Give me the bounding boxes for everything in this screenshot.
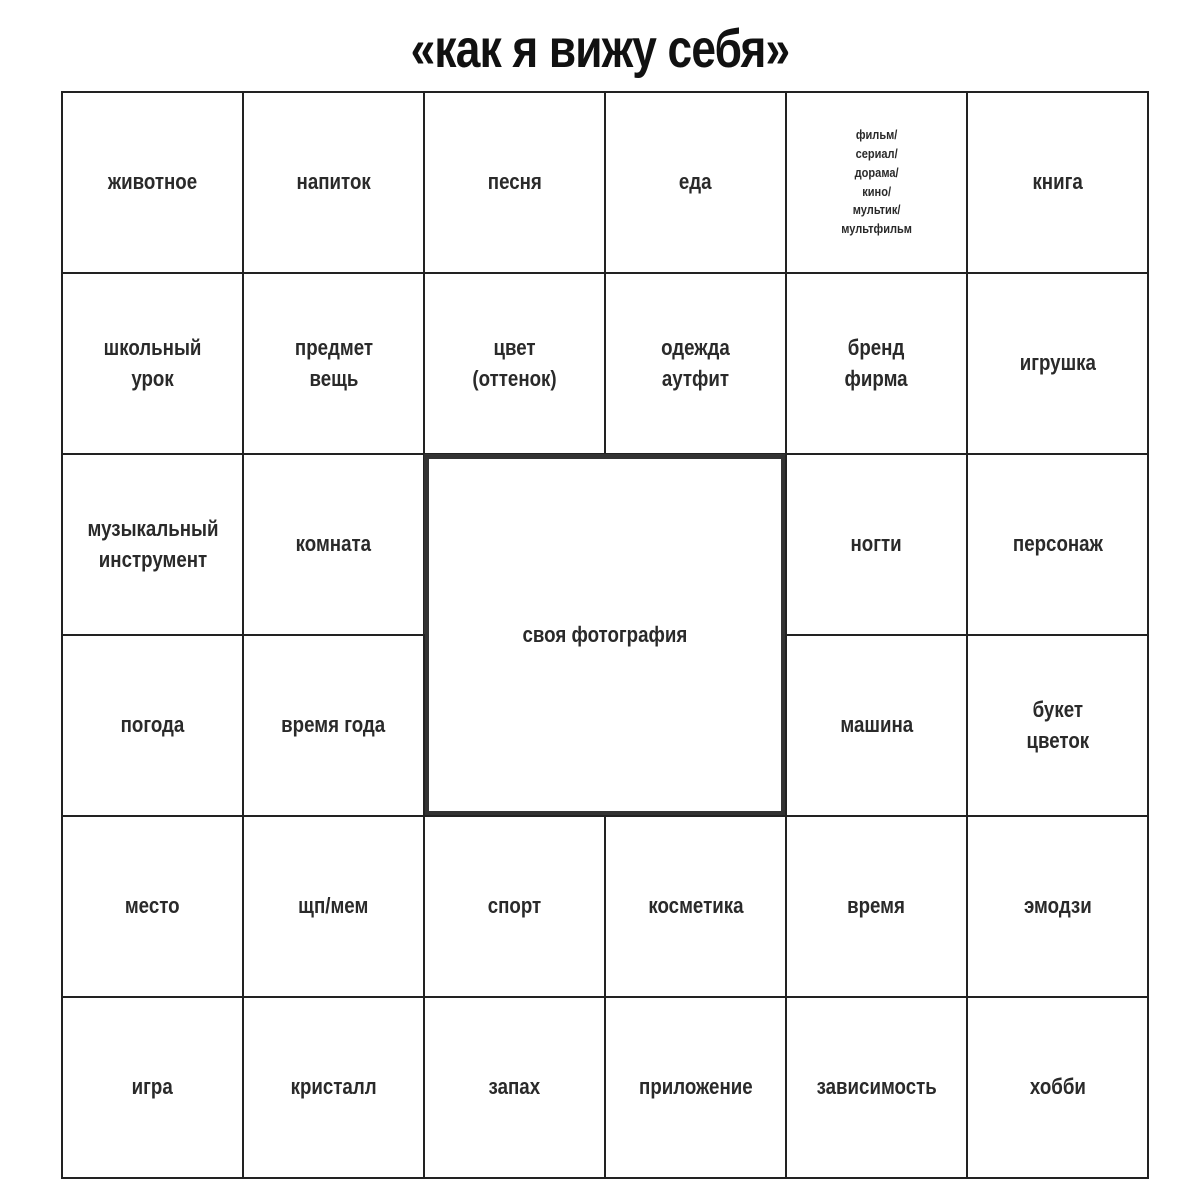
cell-room[interactable]	[242, 453, 425, 636]
cell-toy[interactable]	[966, 272, 1149, 455]
cell-color[interactable]	[423, 272, 606, 455]
cell-label: цвет (оттенок)	[472, 334, 557, 391]
cell-outfit[interactable]	[604, 272, 787, 455]
cell-label: персонаж	[1012, 531, 1103, 557]
cell-crystal[interactable]	[242, 996, 425, 1179]
cell-label: песня	[487, 169, 542, 195]
cell-smell[interactable]	[423, 996, 606, 1179]
center-label: своя фотография	[522, 622, 688, 647]
cell-label: время	[847, 893, 906, 919]
cell-label: щп/мем	[298, 893, 369, 919]
page-title: «как я вижу себя»	[410, 19, 790, 79]
cell-label: школьный урок	[103, 334, 202, 391]
cell-addiction[interactable]	[785, 996, 968, 1179]
cell-label: бренд фирма	[844, 334, 909, 391]
cell-label: запах	[488, 1074, 541, 1100]
cell-label: комната	[295, 531, 372, 557]
cell-instrument[interactable]	[61, 453, 244, 636]
cell-label: время года	[281, 712, 386, 738]
cell-object[interactable]	[242, 272, 425, 455]
cell-label: одежда аутфит	[661, 334, 730, 391]
cell-app[interactable]	[604, 996, 787, 1179]
cell-label: еда	[679, 169, 712, 195]
cell-weather[interactable]	[61, 634, 244, 817]
cell-food[interactable]	[604, 91, 787, 274]
cell-label: книга	[1032, 169, 1083, 195]
cell-label: игрушка	[1019, 350, 1096, 376]
cell-animal[interactable]	[61, 91, 244, 274]
cell-song[interactable]	[423, 91, 606, 274]
cell-label: машина	[840, 712, 913, 738]
center-photo-frame[interactable]	[424, 454, 786, 816]
cell-label: музыкальный инструмент	[87, 515, 218, 572]
cell-label: спорт	[487, 893, 542, 919]
cell-label: место	[125, 893, 180, 919]
cell-label: букет цветок	[1026, 696, 1089, 753]
cell-car[interactable]	[785, 634, 968, 817]
cell-character[interactable]	[966, 453, 1149, 636]
cell-label: погода	[120, 712, 185, 738]
cell-label: зависимость	[816, 1074, 937, 1100]
cell-school-lesson[interactable]	[61, 272, 244, 455]
cell-label: предмет вещь	[294, 334, 373, 391]
cell-label: приложение	[638, 1074, 753, 1100]
bingo-grid	[62, 92, 1148, 1178]
cell-label: косметика	[647, 893, 744, 919]
cell-flower[interactable]	[966, 634, 1149, 817]
cell-place[interactable]	[61, 815, 244, 998]
cell-drink[interactable]	[242, 91, 425, 274]
cell-label: игра	[131, 1074, 174, 1100]
cell-label: напиток	[296, 169, 371, 195]
cell-season[interactable]	[242, 634, 425, 817]
cell-time[interactable]	[785, 815, 968, 998]
cell-book[interactable]	[966, 91, 1149, 274]
cell-label: животное	[107, 169, 198, 195]
cell-brand[interactable]	[785, 272, 968, 455]
cell-nails[interactable]	[785, 453, 968, 636]
cell-cosmetics[interactable]	[604, 815, 787, 998]
cell-sport[interactable]	[423, 815, 606, 998]
cell-hobby[interactable]	[966, 996, 1149, 1179]
cell-label: хобби	[1029, 1074, 1086, 1100]
cell-emoji[interactable]	[966, 815, 1149, 998]
cell-game[interactable]	[61, 996, 244, 1179]
cell-label: эмодзи	[1023, 893, 1092, 919]
cell-label: кристалл	[290, 1074, 377, 1100]
cell-meme[interactable]	[242, 815, 425, 998]
cell-label: ногти	[850, 531, 903, 557]
cell-label: фильм/ сериал/ дорама/ кино/ мультик/ мультфильм	[841, 126, 912, 237]
cell-movie[interactable]	[785, 91, 968, 274]
